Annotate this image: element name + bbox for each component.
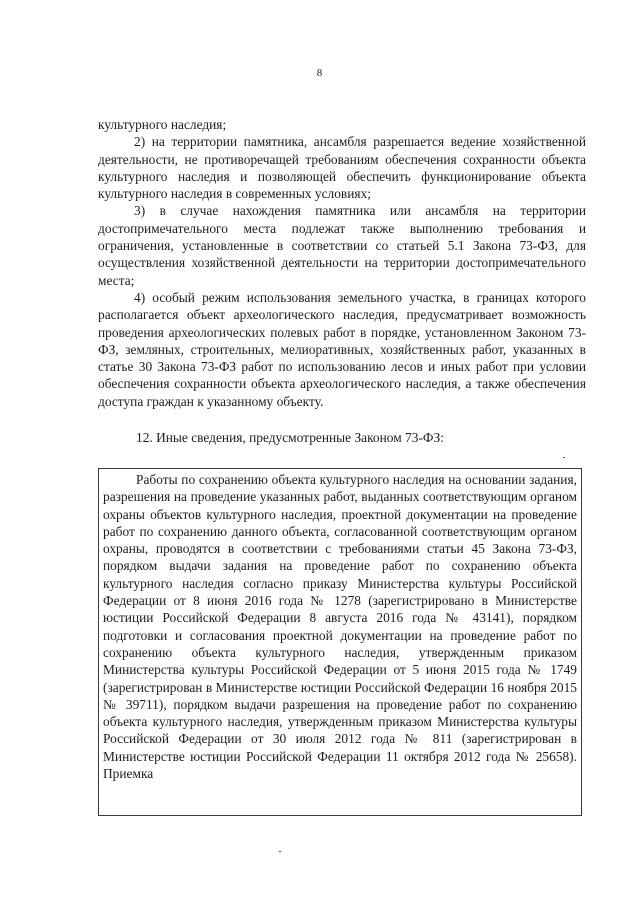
document-body [98, 116, 586, 446]
paragraph-item-3: 3) в случае нахождения памятника или ансамбля на территории достопримечательного места подлежат также выполнению требования и ограничения, установленные в соответствии со статьей 5.1 Закона 73-ФЗ, для осуществления хозяйственной деятельности на территории достопримечательного места; [98, 203, 586, 288]
page-number: 8 [316, 67, 323, 79]
info-box [98, 468, 582, 816]
paragraph-item-4: 4) особый режим использования земельного участка, в границах которого располагается объект археологического наследия, предусматривает возможность проведения археологических полевых работ в порядке, установленном Законом 73-ФЗ, земляных, строительных, мелиоративных, хозяйственных работ, указанных в статье 30 Закона 73-ФЗ работ по использованию лесов и иных работ при условии обеспечения сохранности объекта археологического наследия, а также обеспечения доступа граждан к указанному объекту. [98, 289, 586, 409]
scan-speck [563, 457, 565, 458]
scan-speck [279, 851, 281, 852]
paragraph-item-2: 2) на территории памятника, ансамбля разрешается ведение хозяйственной деятельности, не противоречащей требованиям обеспечения сохранности объекта культурного наследия и позволяющей обеспечить функционирование объекта культурного наследия в современных условиях; [98, 134, 586, 202]
paragraph-continuation: культурного наследия; [98, 117, 227, 132]
info-box-text: Работы по сохранению объекта культурного наследия на основании задания, разрешения на проведение указанных работ, выданных соответствующим органом охраны объектов культурного наследия, проектной документации на проведение работ по сохранению данного объекта, согласованной соответствующим органом охраны, проводятся в соответствии с требованиями статьи 45 Закона 73-ФЗ, порядком выдачи задания на проведение работ по сохранению объекта культурного наследия согласно приказу Министерства культуры Российской Федерации от 8 июня 2016 года № 1278 (зарегистрировано в Министерстве юстиции Российской Федерации 8 августа 2016 года № 43141), порядком подготовки и согласования проектной документации на проведение работ по сохранению объекта культурного наследия, утвержденным приказом Министерства культуры Российской Федерации от 5 июня 2015 года № 1749 (зарегистрирован в Министерстве юстиции Российской Федерации 16 ноября 2015 № 39711), порядком выдачи разрешения на проведение работ по сохранению объекта культурного наследия, утвержденным приказом Министерства культуры Российской Федерации от 30 июля 2012 года № 811 (зарегистрирован в Министерстве юстиции Российской Федерации 11 октября 2012 года № 25658). Приемка [103, 472, 577, 782]
section-heading: 12. Иные сведения, предусмотренные Законом 73-ФЗ: [136, 430, 444, 446]
